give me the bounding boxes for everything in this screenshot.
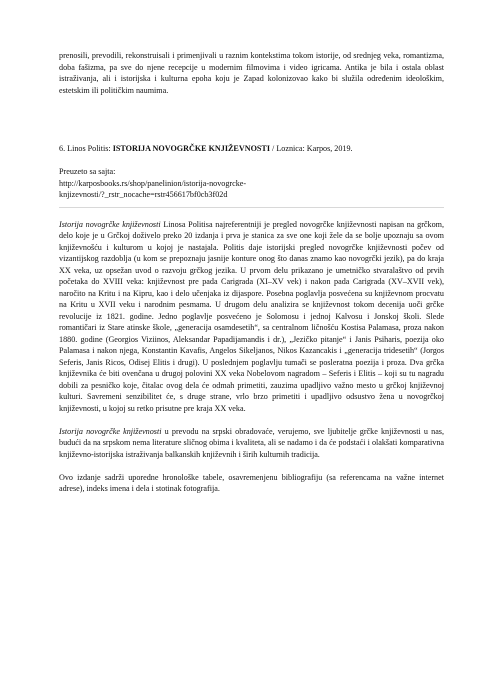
body-paragraph-1 xyxy=(59,219,444,415)
spacer xyxy=(59,414,444,426)
source-label: Preuzeto sa sajta: xyxy=(59,167,116,176)
body-paragraph-2 xyxy=(59,426,444,461)
source-url-line-2[interactable]: knjizevnosti/?_rstr_nocache=rstr456617bf0cb3f02d xyxy=(59,190,228,199)
source-url-line-1[interactable]: http://karposbooks.rs/shop/panelinion/istorija-novogrcke- xyxy=(59,178,247,188)
paragraph-1-text: Linosa Politisa najreferentniji je pregled novogrčke književnosti napisan na grčkom, delo koje je u Grčkoj doživelo preko 20 izdanja i prva je stanica za sve one koji žele da se bolje upoznaju sa ovom književnošću i kulturom u kojoj je nastajala. Politis daje istorijski pregled novogrčke književnosti počev od vizantijskog razdoblja (u kom se prepoznaju jasnije konture onog što danas znamo kao novogrčki jezik), pa do kraja XX veka, uz opsežan uvod o razvoju grčkog jezika. U prvom delu prikazano je umetničko stvaralaštvo od prvih početaka do XVIII veka: književnost pre pada Carigrada (XI–XV vek) i nakon pada Carigrada (XV–XVII vek), naročito na Kritu i na Kipru, kao i delo učenjaka iz dijaspore. Posebna poglavlja posvećena su književnom procvatu na Kritu u XVII veku i narodnim pesmama. U drugom delu analizira se književnost tokom decenija uoči grčke revolucije iz 1821. godine. Jedno poglavlje posvećeno je Solomosu i jednoj Kalvosu i Jonskoj školi. Slede romantičari iz Stare atinske škole, „generacija osamdesetih“, sa centralnom ličnošću Kostisa Palamasa, proza nakon 1880. godine (Georgios Viziinos, Aleksandar Papadijamandis i dr.), „Jezičko pitanje“ i Janis Psiharis, poezija oko Palamasa i nakon njega, Konstantin Kavafis, Angelos Sikeljanos, Nikos Kazancakis i „generacija tridesetih“ (Jorgos Seferis, Janis Ricos, Odisej Elitis i drugi). U poslednjem poglavlju tumači se posleratna poezija i proza. Dva grčka književnika će biti ovenčana u drugoj polovini XX veka Nobelovom nagradom – Seferis i Elitis – koji su tu nagradu dobili za pesničko koje, čitalac ovog dela će odmah primetiti, zauzima upadljivo važno mesto u grčkoj književnoj kulturi. Savremeni senzibilitet će, s druge strane, vrlo brzo primetiti i upadljivo odsustvo žena u novogrčkoj književnosti, u kojoj su retko prisutne pre kraja XX veka. xyxy=(59,219,444,413)
spacer xyxy=(59,460,444,472)
entry-heading xyxy=(59,143,444,155)
intro-paragraph: prenosili, prevodili, rekonstruisali i primenjivali u raznim kontekstima tokom istorije, od srednjeg veka, romantizma, doba fašizma, pa sve do njene recepcije u modernim filmovima i video igricama. Antika je bila i ostala oblast istraživanja, ali i istorijska i kulturna epoha koju je Zapad kolonizovao kako bi služila određenim ideološkim, estetskim ili političkim naumima. xyxy=(59,51,444,95)
paragraph-2-book-title: Istorija novogrčke književnosti xyxy=(59,426,162,436)
divider xyxy=(59,207,444,208)
paragraph-1-book-title: Istorija novogrčke književnosti xyxy=(59,219,161,229)
entry-number: 6. Linos Politis: xyxy=(59,144,113,153)
section-gap xyxy=(59,96,444,143)
paragraph-2-text: u prevodu na srpski obradovaće, verujemo, sve ljubitelje grčke književnosti u nas, budući da na srpskom nema literature sličnog obima i kvaliteta, ali se nadamo i da će podstaći i olakšati komparativna književno-istorijska istraživanja balkanskih književnih i širih kulturnih tradicija. xyxy=(59,426,444,459)
body-paragraph-3: Ovo izdanje sadrži uporedne hronološke tabele, osavremenjenu bibliografiju (sa referencama na važne internet adrese), indeks imena i dela i stotinak fotografija. xyxy=(59,472,444,493)
book-title: ISTORIJA NOVOGRČKE KNJIŽEVNOSTI xyxy=(112,144,270,153)
spacer xyxy=(59,155,444,167)
publisher-info: / Loznica: Karpos, 2019. xyxy=(270,144,353,153)
